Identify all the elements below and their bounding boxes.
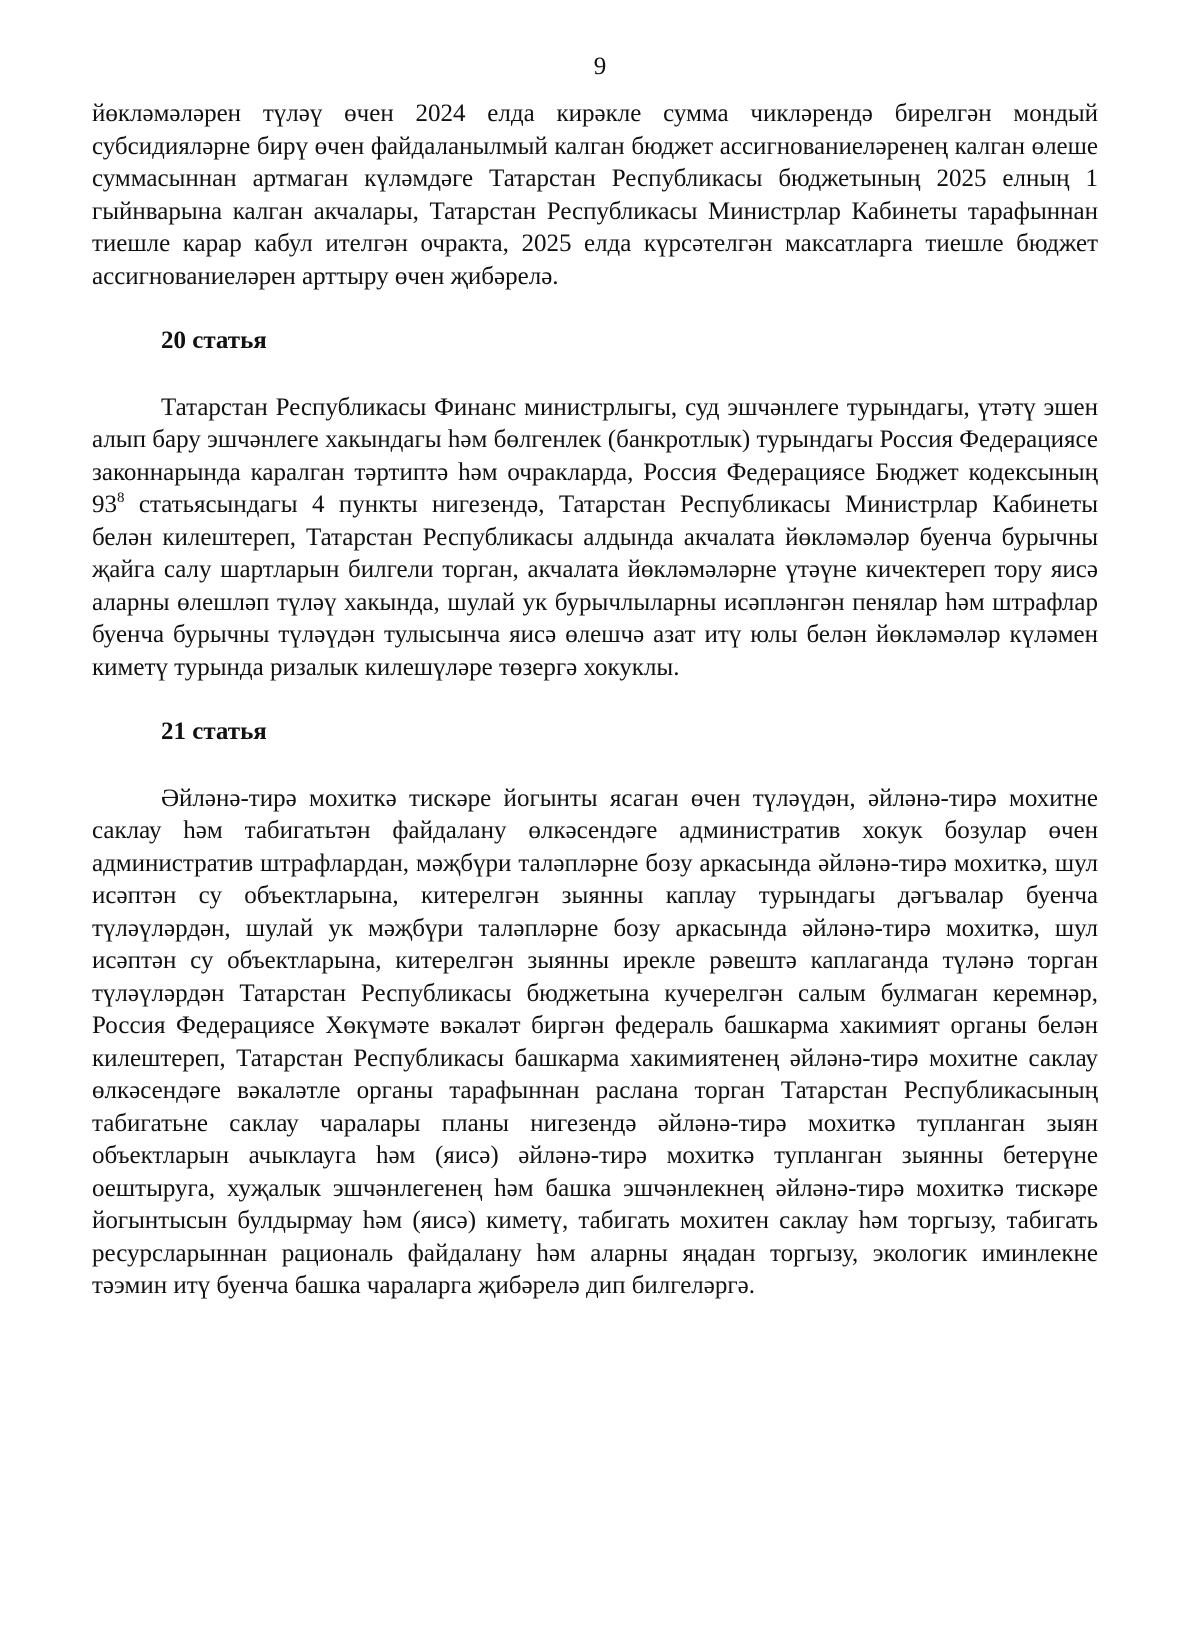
article-20-superscript: 8: [117, 490, 125, 506]
document-body: [92, 98, 1098, 1303]
spacer: [92, 684, 1098, 716]
spacer: [92, 358, 1098, 392]
page-number: 9: [593, 53, 607, 80]
article-21-paragraph: Әйләнә-тирә мохиткә тискәре йогынты ясаган өчен түләүдән, әйләнә-тирә мохитне саклау һәм табигатьтән файдалану өлкәсендәге административ хокук бозулар өчен административ штрафлардан, мәҗбүри таләпләрне бозу аркасында әйләнә-тирә мохиткә, шул исәптән су объектларына, китерелгән зыянны каплау турындагы дәгъвалар буенча түләүләрдән, шулай ук мәҗбүри таләпләрне бозу аркасында әйләнә-тирә мохиткә, шул исәптән су объектларына, китерелгән зыянны ирекле рәвештә каплаганда түләнә торган түләүләрдән Татарстан Республикасы бюджетына кучерелгән салым булмаган керемнәр, Россия Федерациясе Хөкүмәте вәкаләт биргән федераль башкарма хакимият органы белән килештереп, Татарстан Республикасы башкарма хакимиятенең әйләнә-тирә мохитне саклау өлкәсендәге вәкаләтле органы тарафыннан раслана торган Татарстан Республикасының табигатьне саклау чаралары планы нигезендә әйләнә-тирә мохиткә тупланган зыян объектларын ачыклауга һәм (яисә) әйләнә-тирә мохиткә тупланган зыянны бетерүне оештыруга, хуҗалык эшчәнлегенең һәм башка эшчәнлекнең әйләнә-тирә мохиткә тискәре йогынтысын булдырмау һәм (яисә) киметү, табигать мохитен саклау һәм торгызу, табигать ресурсларыннан рациональ файдалану һәм аларны яңадан торгызу, экологик иминлекне тәэмин итү буенча башка чараларга җибәрелә дип билгеләргә.: [92, 784, 1098, 1299]
article-21-heading: 21 статья: [161, 718, 267, 745]
article-20-text-part1: Татарстан Республикасы Финанс министрлыгы, суд эшчәнлеге турындагы, үтәтү эшен алып бару эшчәнлеге хакындагы һәм бөлгенлек (банкротлык) турындагы Россия Федерациясе законнарында каралган тәртиптә һәм очракларда, Россия Федерациясе Бюджет кодексының 93: [92, 393, 1098, 518]
spacer: [92, 749, 1098, 783]
article-20-text-part2: статьясындагы 4 пункты нигезендә, Татарстан Республикасы Министрлар Кабинеты белән килештереп, Татарстан Республикасы алдында акчалата йөкләмәләр буенча бурычны җайга салу шартларын билгели торган, акчалата йөкләмәләрне үтәүне кичектереп тору яисә аларны өлешләп түләү хакында, шулай ук бурычлыларны исәпләнгән пенялар һәм штрафлар буенча бурычны түләүдән тулысынча яисә өлешчә азат итү юлы белән йөкләмәләр күләмен киметү турында ризалык килешүләре төзергә хокуклы.: [92, 491, 1098, 681]
article-20-paragraph: [92, 392, 1098, 685]
article-20-heading: 20 статья: [161, 327, 267, 354]
intro-paragraph: йөкләмәләрен түләү өчен 2024 елда кирәкле сумма чикләрендә бирелгән мондый субсидияләрне бирү өчен файдаланылмый калган бюджет ассигнованиеләренең калган өлеше суммасыннан артмаган күләмдәге Татарстан Республикасы бюджетының 2025 елның 1 гыйнварына калган акчалары, Татарстан Республикасы Министрлар Кабинеты тарафыннан тиешле карар кабул ителгән очракта, 2025 елда күрсәтелгән максатларга тиешле бюджет ассигнованиеләрен арттыру өчен җибәрелә.: [92, 100, 1098, 290]
spacer: [92, 293, 1098, 325]
